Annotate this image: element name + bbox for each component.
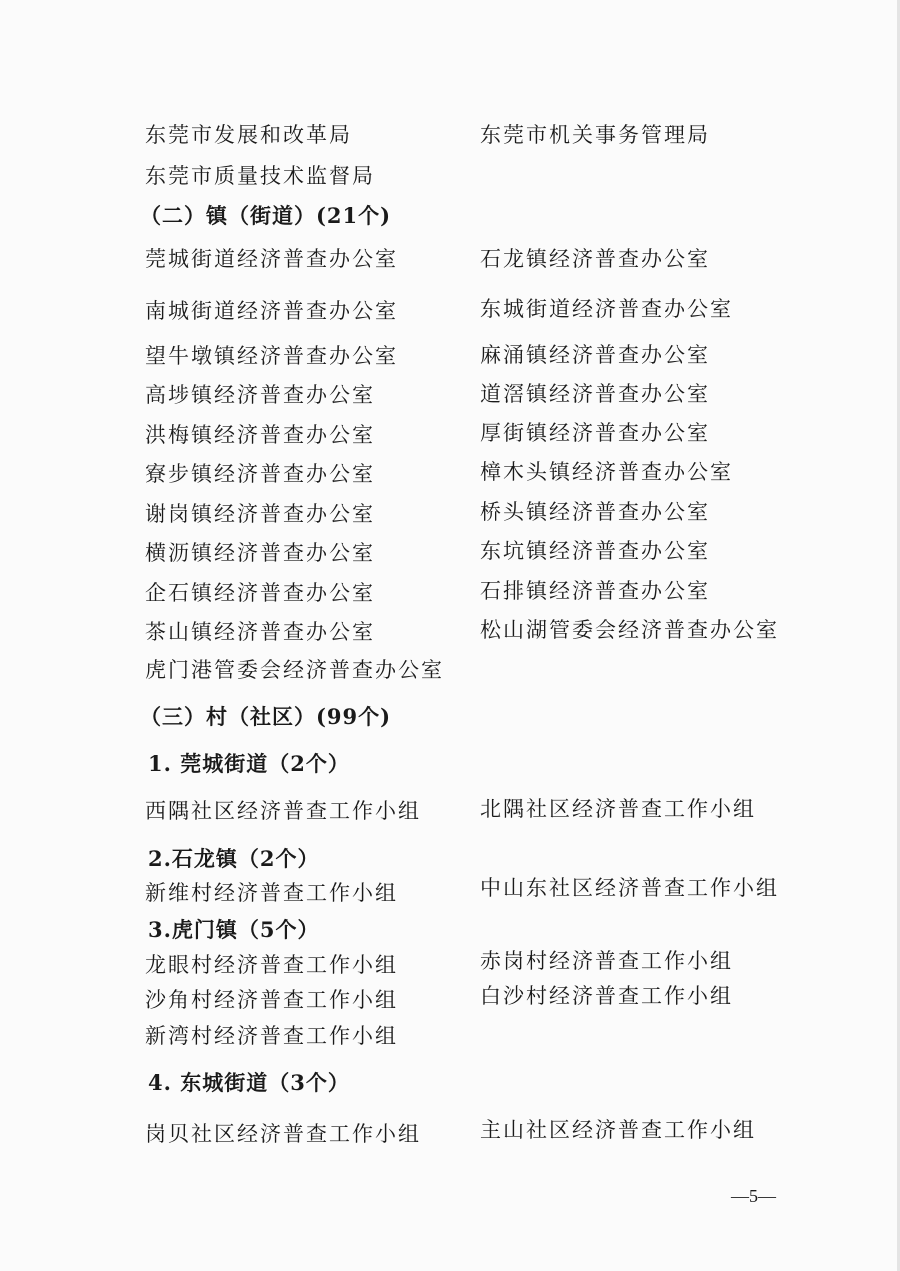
office-name: 道滘镇经济普查办公室: [480, 382, 710, 406]
workgroup-name: 西隅社区经济普查工作小组: [145, 799, 421, 823]
section-heading: （三）村（社区）(99个): [140, 704, 392, 729]
office-name: 石排镇经济普查办公室: [480, 579, 710, 603]
workgroup-name: 沙角村经济普查工作小组: [145, 988, 398, 1012]
workgroup-name: 白沙村经济普查工作小组: [480, 984, 733, 1008]
office-name: 桥头镇经济普查办公室: [480, 500, 710, 524]
office-name: 洪梅镇经济普查办公室: [145, 423, 375, 447]
workgroup-name: 岗贝社区经济普查工作小组: [145, 1122, 421, 1146]
office-name: 望牛墩镇经济普查办公室: [145, 344, 398, 368]
office-name: 东城街道经济普查办公室: [480, 297, 733, 321]
workgroup-name: 龙眼村经济普查工作小组: [145, 953, 398, 977]
org-name: 东莞市机关事务管理局: [480, 123, 710, 147]
office-name: 东坑镇经济普查办公室: [480, 539, 710, 563]
office-name: 谢岗镇经济普查办公室: [145, 502, 375, 526]
page-number: —5—: [731, 1186, 776, 1206]
org-name: 东莞市发展和改革局: [145, 123, 352, 147]
office-name: 石龙镇经济普查办公室: [480, 247, 710, 271]
subsection-heading: 4. 东城街道（3个）: [148, 1070, 350, 1095]
office-name: 麻涌镇经济普查办公室: [480, 343, 710, 367]
office-name: 南城街道经济普查办公室: [145, 299, 398, 323]
workgroup-name: 北隅社区经济普查工作小组: [480, 797, 756, 821]
office-name: 莞城街道经济普查办公室: [145, 247, 398, 271]
section-heading: （二）镇（街道）(21个): [140, 203, 392, 228]
workgroup-name: 赤岗村经济普查工作小组: [480, 949, 733, 973]
office-name: 樟木头镇经济普查办公室: [480, 460, 733, 484]
subsection-heading: 2.石龙镇（2个）: [148, 846, 320, 871]
subsection-heading: 1. 莞城街道（2个）: [148, 751, 350, 776]
office-name: 寮步镇经济普查办公室: [145, 462, 375, 486]
office-name: 虎门港管委会经济普查办公室: [145, 658, 444, 682]
office-name: 松山湖管委会经济普查办公室: [480, 618, 779, 642]
workgroup-name: 主山社区经济普查工作小组: [480, 1118, 756, 1142]
office-name: 厚街镇经济普查办公室: [480, 421, 710, 445]
subsection-heading: 3.虎门镇（5个）: [148, 917, 320, 942]
office-name: 横沥镇经济普查办公室: [145, 541, 375, 565]
org-name: 东莞市质量技术监督局: [145, 164, 375, 188]
office-name: 高埗镇经济普查办公室: [145, 383, 375, 407]
office-name: 茶山镇经济普查办公室: [145, 620, 375, 644]
workgroup-name: 新维村经济普查工作小组: [145, 881, 398, 905]
workgroup-name: 新湾村经济普查工作小组: [145, 1024, 398, 1048]
office-name: 企石镇经济普查办公室: [145, 581, 375, 605]
workgroup-name: 中山东社区经济普查工作小组: [480, 876, 779, 900]
